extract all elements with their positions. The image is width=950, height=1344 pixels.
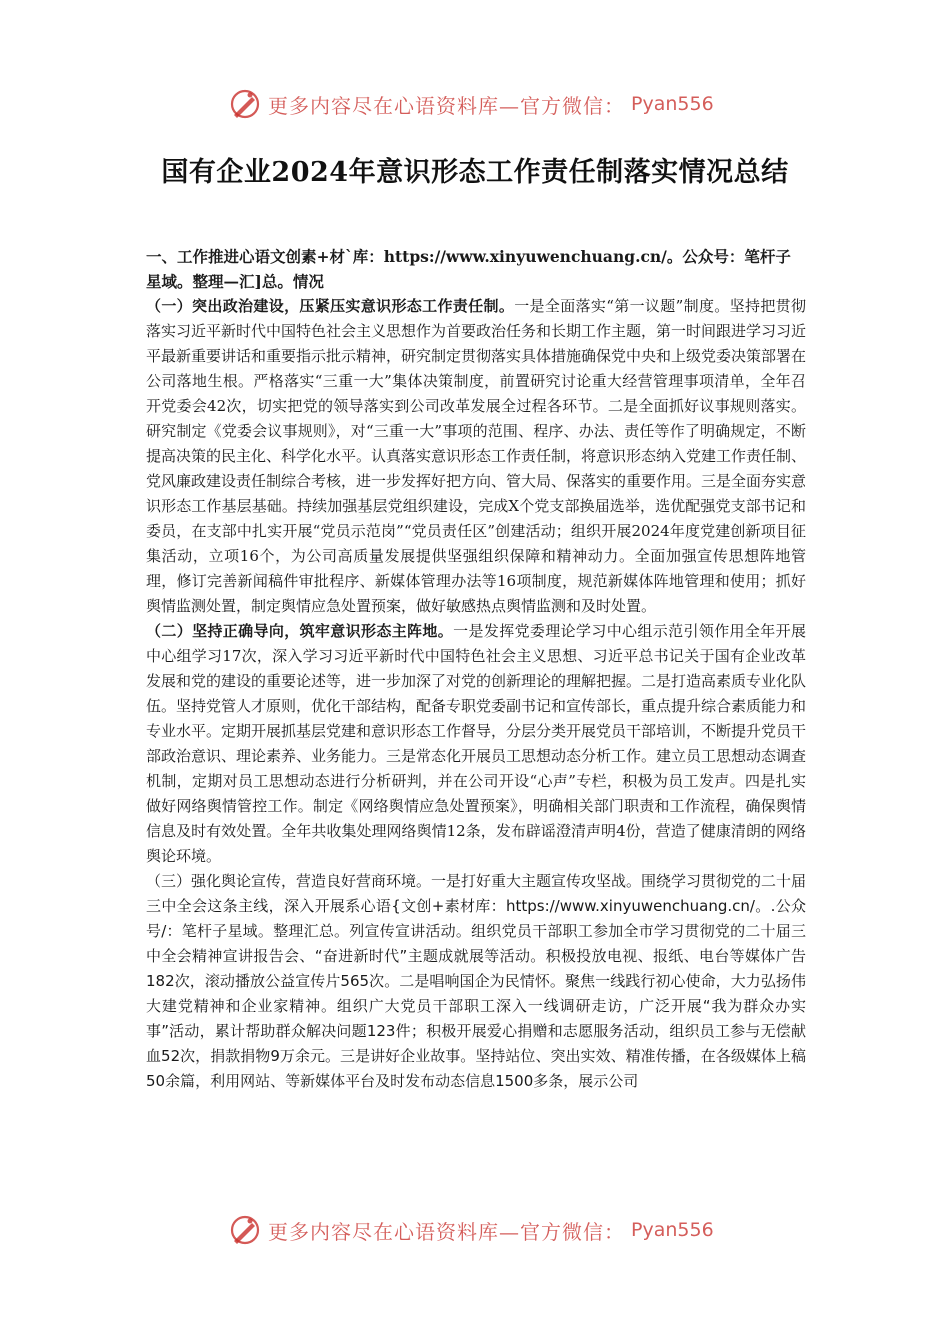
paragraph-1-lead: （一）突出政治建设，压紧压实意识形态工作责任制。: [146, 297, 515, 315]
banner-wechat-id: Pyan556: [631, 93, 714, 115]
paragraph-1-body: 一是全面落实“第一议题”制度。坚持把贯彻落实习近平新时代中国特色社会主义思想作为首要政治任务和长期工作主题，第一时间跟进学习习近平最新重要讲话和重要指示批示精神，研究制定贯彻落实具体措施确保党中央和上级党委决策部署在公司落地生根。严格落实“三重一大”集体决策制度，前置研究讨论重大经营管理事项清单，全年召开党委会42次，切实把党的领导落实到公司改革发展全过程各环节。二是全面抓好议事规则落实。研究制定《党委会议事规则》，对“三重一大”事项的范围、程序、办法、责任等作了明确规定，不断提高决策的民主化、科学化水平。认真落实意识形态工作责任制，将意识形态纳入党建工作责任制、党风廉政建设责任制综合考核，进一步发挥好把方向、管大局、保落实的重要作用。三是全面夯实意识形态工作基层基础。持续加强基层党组织建设，完成X个党支部换届选举，选优配强党支部书记和委员，在支部中扎实开展“党员示范岗”“党员责任区”创建活动；组织开展2024年度党建创新项目征集活动，立项16个，为公司高质量发展提供坚强组织保障和精神动力。全面加强宣传思想阵地管理，修订完善新闻稿件审批程序、新媒体管理办法等16项制度，规范新媒体阵地管理和使用；抓好舆情监测处置，制定舆情应急处置预案，做好敏感热点舆情监测和及时处置。: [146, 297, 807, 615]
paragraph-3: （三）强化舆论宣传，营造良好营商环境。一是打好重大主题宣传攻坚战。围绕学习贯彻党的二十届三中全会这条主线，深入开展系心语{文创+素材库：https://www.xinyuwenchuang.cn/。.公众号/：笔杆子星域。整理汇总。列宣传宣讲活动。组织党员干部职工参加全市学习贯彻党的二十届三中全会精神宣讲报告会、“奋进新时代”主题成就展等活动。积极投放电视、报纸、电台等媒体广告182次，滚动播放公益宣传片565次。二是唱响国企为民情怀。聚焦一线践行初心使命，大力弘扬伟大建党精神和企业家精神。组织广大党员干部职工深入一线调研走访，广泛开展“我为群众办实事”活动，累计帮助群众解决问题123件；积极开展爱心捐赠和志愿服务活动，组织员工参与无偿献血52次，捐款捐物9万余元。三是讲好企业故事。坚持站位、突出实效、精准传播，在各级媒体上稿50余篇，利用网站、等新媒体平台及时发布动态信息1500多条，展示公司: [146, 872, 807, 1090]
document-title: 国有企业2024年意识形态工作责任制落实情况总结: [161, 157, 789, 188]
paragraph-1: [146, 294, 806, 619]
paragraph-2: [146, 619, 806, 869]
document-body: [146, 244, 806, 1094]
banner-text: 更多内容尽在心语资料库—官方微信：: [268, 1219, 625, 1244]
section-heading-1: 一、工作推进心语文创素+材`库：https://www.xinyuwenchuang.cn/。公众号：笔杆子星域。整理—汇]总。情况: [146, 247, 791, 291]
banner-text: 更多内容尽在心语资料库—官方微信：: [268, 93, 625, 118]
banner-wechat-id: Pyan556: [631, 1219, 714, 1241]
header-banner: [228, 86, 748, 122]
paragraph-2-body: 一是发挥党委理论学习中心组示范引领作用全年开展中心组学习17次，深入学习习近平新时代中国特色社会主义思想、习近平总书记关于国有企业改革发展和党的建设的重要论述等，进一步加深了对党的创新理论的理解把握。二是打造高素质专业化队伍。坚持党管人才原则，优化干部结构，配备专职党委副书记和宣传部长，重点提升综合素质能力和专业水平。定期开展抓基层党建和意识形态工作督导，分层分类开展党员干部培训，不断提升党员干部政治意识、理论素养、业务能力。三是常态化开展员工思想动态分析工作。建立员工思想动态调查机制，定期对员工思想动态进行分析研判，并在公司开设“心声”专栏，积极为员工发声。四是扎实做好网络舆情管控工作。制定《网络舆情应急处置预案》，明确相关部门职责和工作流程，确保舆情信息及时有效处置。全年共收集处理网络舆情12条，发布辟谣澄清声明4份，营造了健康清朗的网络舆论环境。: [146, 622, 807, 865]
paragraph-2-lead: （二）坚持正确导向，筑牢意识形态主阵地。: [146, 622, 454, 640]
pen-circle-logo-icon: [228, 87, 262, 121]
pen-circle-logo-icon: [228, 1213, 262, 1247]
footer-banner: [228, 1212, 748, 1248]
